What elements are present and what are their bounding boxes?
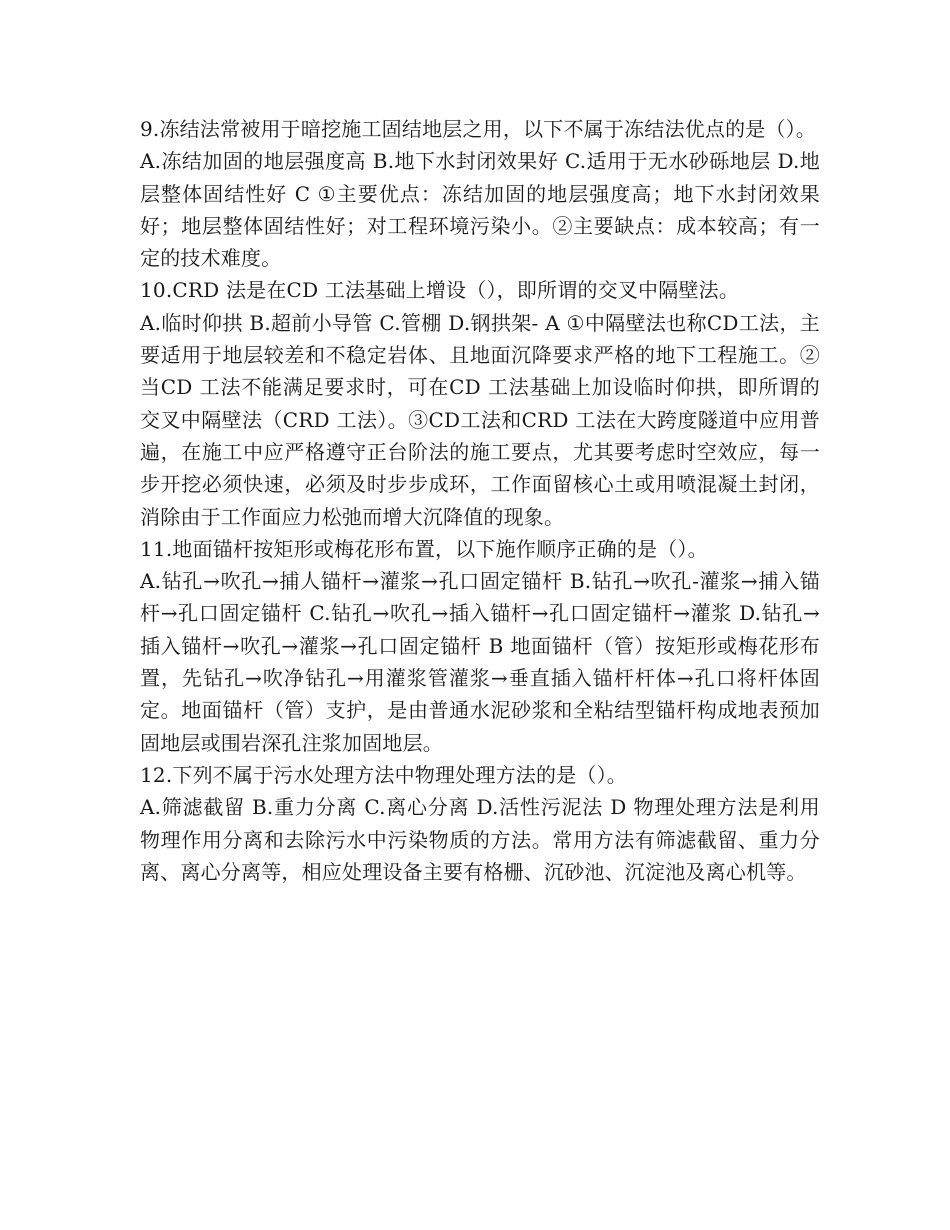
question-9-stem: 9.冻结法常被用于暗挖施工固结地层之用，以下不属于冻结法优点的是（）。 bbox=[140, 117, 817, 141]
question-11-options-answer: A.钻孔→吹孔→捕人锚杆→灌浆→孔口固定锚杆 B.钻孔→吹孔-灌浆→捕入锚杆→孔口固定锚杆 C.钻孔→吹孔→插入锚杆→孔口固定锚杆→灌浆 D.钻孔→插入锚杆→吹孔→灌浆→孔口固定锚杆 B 地面锚杆（管）按矩形或梅花形布置，先钻孔→吹净钻孔→用灌浆管灌浆→垂直插入锚杆杆体→孔口将杆体固定。地面锚杆（管）支护，是由普通水泥砂浆和全粘结型锚杆构成地表预加固地层或围岩深孔注浆加固地层。 bbox=[140, 569, 820, 755]
question-10-stem: 10.CRD 法是在CD 工法基础上增设（），即所谓的交叉中隔壁法。 bbox=[140, 278, 740, 303]
question-12-options-answer: A.筛滤截留 B.重力分离 C.离心分离 D.活性污泥法 D 物理处理方法是利用物理作用分离和去除污水中污染物质的方法。常用方法有筛滤截留、重力分离、离心分离等，相应处理设备主要有格栅、沉砂池、沉淀池及离心机等。 bbox=[140, 795, 820, 884]
question-10-options-answer: A.临时仰拱 B.超前小导管 C.管棚 D.钢拱架- A ①中隔壁法也称CD工法，主要适用于地层较差和不稳定岩体、且地面沉降要求严格的地下工程施工。②当CD 工法不能满足要求时，可在CD 工法基础上加设临时仰拱，即所谓的交叉中隔壁法（CRD 工法）。③CD工法和CRD 工法在大跨度隧道中应用普遍，在施工中应严格遵守正台阶法的施工要点，尤其要考虑时空效应，每一步开挖必须快速，必须及时步步成环，工作面留核心土或用喷混凝土封闭，消除由于工作面应力松弛而增大沉降值的现象。 bbox=[140, 310, 820, 529]
question-12-stem: 12.下列不属于污水处理方法中物理处理方法的是（）。 bbox=[140, 762, 628, 787]
document-page bbox=[140, 113, 820, 888]
question-9-options-answer: A.冻结加固的地层强度高 B.地下水封闭效果好 C.适用于无水砂砾地层 D.地层整体固结性好 C ①主要优点：冻结加固的地层强度高；地下水封闭效果好；地层整体固结性好；对工程环境污染小。②主要缺点：成本较高；有一定的技术难度。 bbox=[140, 149, 820, 271]
question-11-stem: 11.地面锚杆按矩形或梅花形布置，以下施作顺序正确的是（）。 bbox=[140, 536, 708, 561]
